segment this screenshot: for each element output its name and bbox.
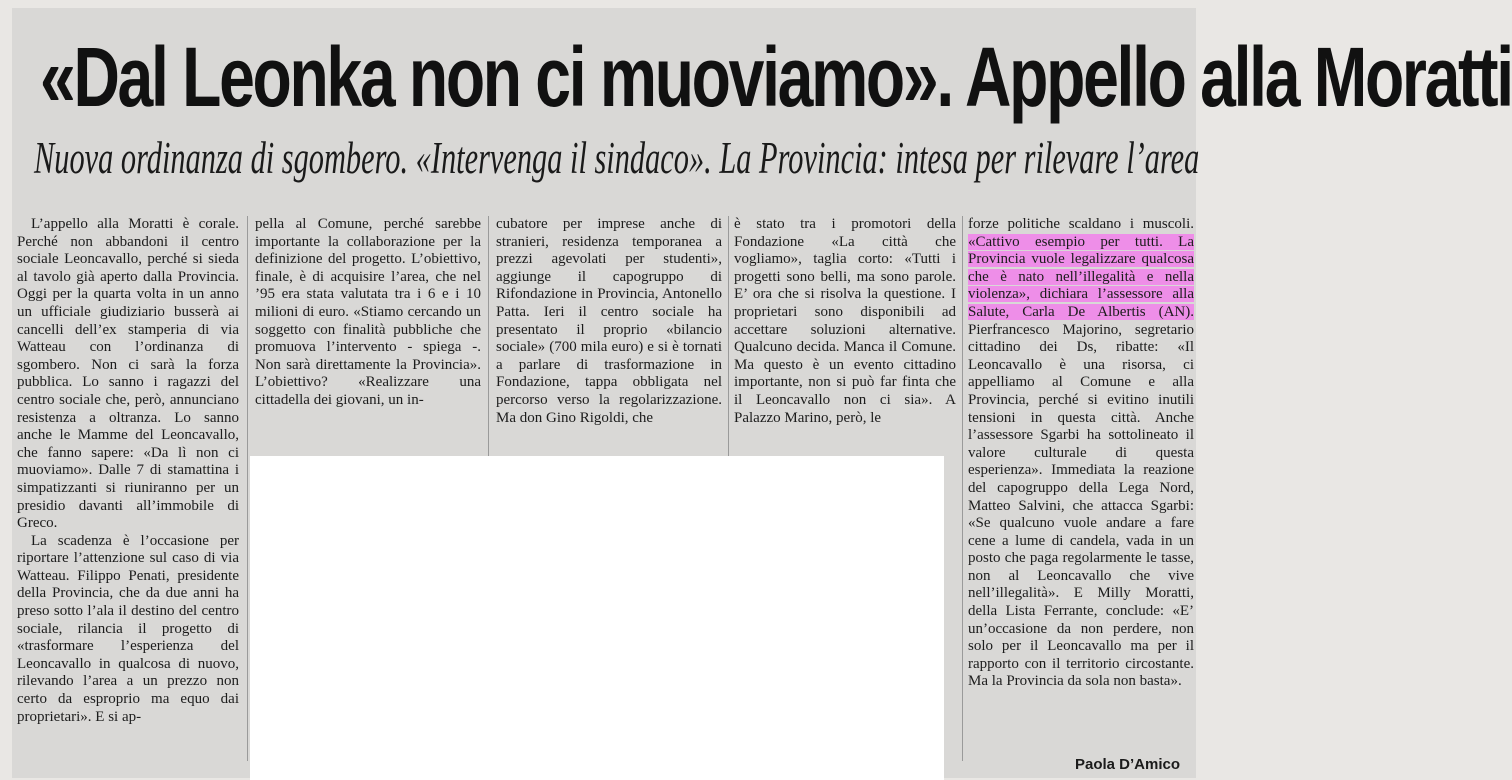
paragraph: L’appello alla Moratti è corale. Perché non abbandoni il centro sociale Leoncavallo, perché si sieda al tavolo già aperto dalla Provincia. Oggi per la quarta volta in un anno un ufficiale giudiziario busserà ai cancelli dell’ex stamperia di via Watteau con l’ordinanza di sgombero. Non ci sarà la forza pubblica. Lo sanno i ragazzi del centro sociale che, però, annunciano resistenza a oltranza. Lo sanno anche le Mamme del Leoncavallo, che fanno sapere: «Da lì non ci muoviamo». Dalle 7 di stamattina i simpatizzanti si riuniranno per un presidio davanti all’immobile di Greco.: [17, 216, 239, 532]
blank-region: [250, 456, 944, 780]
article-column-2: [255, 216, 481, 410]
article-column-3: [496, 216, 722, 427]
text-after-highlight: Pierfrancesco Majorino, segretario cittadino dei Ds, ribatte: «Il Leoncavallo è una risorsa, ci appelliamo al Comune e alla Provincia, perché si evitino inutili tensioni in questa città. Anche l’assessore Sgarbi ha sottolineato il valore culturale di questa esperienza». Immediata la reazione del capogruppo della Lega Nord, Matteo Salvini, che attacca Sgarbi: «Se qualcuno vuole andare a fare cene a lume di candela, vada in un posto che paga regolarmente le tasse, non al Leoncavallo che vive nell’illegalità». E Milly Moratti, della Lista Ferrante, conclude: «E’ un’occasione da non perdere, non solo per il Leoncavallo ma per il rapporto con il territorio circostante. Ma la Provincia da sola non basta».: [968, 321, 1194, 690]
article-column-1: [17, 216, 239, 726]
text-before-highlight: forze politiche scaldano i muscoli.: [968, 216, 1194, 232]
paragraph: cubatore per imprese anche di stranieri, residenza temporanea a prezzi agevolati per studenti», aggiunge il capogruppo di Rifondazione in Provincia, Antonello Patta. Ieri il centro sociale ha presentato il proprio «bilancio sociale» (700 mila euro) e si è tornati a parlare di trasformazione in Fondazione, tappa obbligata nel percorso verso la regolarizzazione. Ma don Gino Rigoldi, che: [496, 216, 722, 426]
article-column-5: [968, 216, 1194, 691]
article-column-4: [734, 216, 956, 427]
paragraph: è stato tra i promotori della Fondazione «La città che vogliamo», taglia corto: «Tutti i progetti sono belli, ma sono parole. E’ ora che si risolva la questione. I proprietari sono disponibili ad accettare soluzioni alternative. Qualcuno decida. Manca il Comune. Ma questo è un evento cittadino importante, non si può far finta che il Leoncavallo non ci sia». A Palazzo Marino, però, le: [734, 216, 956, 426]
column-rule: [962, 216, 963, 761]
highlighted-quote: «Cattivo esempio per tutti. La Provincia vuole legalizzare qualcosa che è nato nell’illegalità e nella violenza», dichiara l’assessore alla Salute, Carla De Albertis (AN).: [968, 233, 1194, 320]
paragraph: La scadenza è l’occasione per riportare l’attenzione sul caso di via Watteau. Filippo Penati, presidente della Provincia, che da due anni ha preso sotto l’ala il destino del centro sociale, rilancia il progetto di «trasformare l’esperienza del Leoncavallo in qualcosa di nuovo, rilevando l’area a un prezzo non certo da esproprio ma equo dai proprietari». E si ap-: [17, 532, 239, 725]
headline: «Dal Leonka non ci muoviamo». Appello alla Moratti: [40, 30, 1512, 124]
paragraph: [968, 216, 1194, 691]
column-rule: [247, 216, 248, 761]
subtitle: Nuova ordinanza di sgombero. «Intervenga il sindaco». La Provincia: intesa per rilevare l’area: [34, 133, 1200, 183]
paragraph: pella al Comune, perché sarebbe importante la collaborazione per la definizione del progetto. L’obiettivo, finale, è di acquisire l’area, che nel ’95 era stata valutata tra i 6 e i 10 milioni di euro. «Stiamo cercando un soggetto con finalità pubbliche che promuova l’intervento - spiega -. Non sarà direttamente la Provincia». L’obiettivo? «Realizzare una cittadella dei giovani, un in-: [255, 216, 481, 408]
byline: Paola D’Amico: [1074, 756, 1180, 773]
